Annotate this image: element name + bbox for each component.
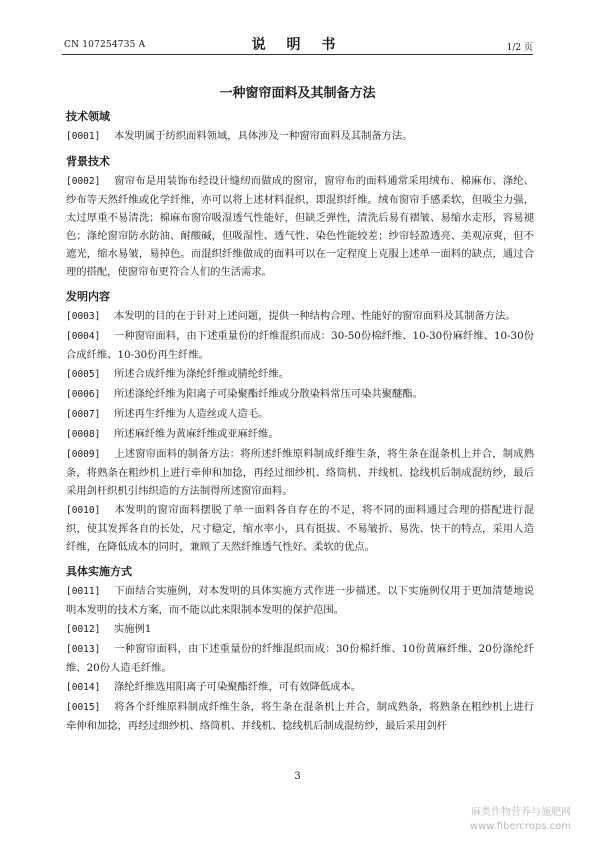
paragraph-number: [0014] <box>66 682 101 693</box>
paragraph-text: 下面结合实施例，对本发明的具体实施方式作进一步描述。以下实施例仅用于更加清楚地说明本发明的技术方案，而不能以此来限制本发明的保护范围。 <box>66 585 534 616</box>
paragraph-number: [0009] <box>66 449 101 460</box>
section-heading-tech-field: 技术领域 <box>66 110 110 123</box>
paragraph <box>66 425 534 444</box>
paragraph-number: [0006] <box>66 389 101 400</box>
document-body <box>66 108 534 736</box>
paragraph-text: 所述再生纤维为人造丝或人造毛。 <box>114 408 269 420</box>
paragraph <box>66 698 534 735</box>
document-type: 说 明 书 <box>251 37 344 53</box>
patent-number: CN 107254735 A <box>64 40 146 50</box>
paragraph-text: 本发明的目的在于针对上述问题，提供一种结构合理、性能好的窗帘面料及其制备方法。 <box>114 310 516 322</box>
paragraph <box>66 307 534 326</box>
paragraph <box>66 620 534 639</box>
paragraph <box>66 678 534 697</box>
paragraph-text: 窗帘布是用装饰布经设计缝纫而做成的窗帘，窗帘布的面料通常采用绒布、棉麻布、涤纶、纱布等天然纤维或化学纤维，亦可以将上述材料混织，即混织纤维。绒布窗帘手感柔软，但吸尘力强，太过厚重不易清洗；棉麻布窗帘吸湿透气性能好，但缺乏弹性，清洗后易有褶皱、易缩水走形，容易褪色；涤纶窗帘防水防油、耐酸碱，但吸湿性、透气性、染色性能较差；纱帘轻盈透亮、美观凉爽，但不遮光，缩水易皱，易掉色。而混织纤维做成的面料可以在一定程度上克服上述单一面料的缺点，通过合理的搭配，使窗帘布更符合人们的生活需求。 <box>66 175 534 278</box>
paragraph-text: 所述麻纤维为黄麻纤维或亚麻纤维。 <box>114 428 279 440</box>
paragraph-text: 一种窗帘面料，由下述重量份的纤维混织而成：30-50份棉纤维、10-30份麻纤维、10-30份合成纤维、10-30份再生纤维。 <box>66 330 534 361</box>
page-number: 3 <box>294 771 301 782</box>
paragraph-number: [0012] <box>66 624 101 635</box>
paragraph-text: 一种窗帘面料，由下述重量份的纤维混织而成：30份棉纤维、10份黄麻纤维、20份涤纶纤维、20份人造毛纤维。 <box>66 643 534 674</box>
paragraph <box>66 385 534 404</box>
paragraph-number: [0005] <box>66 369 101 380</box>
paragraph-number: [0008] <box>66 429 101 440</box>
watermark-url: www.fibercrops.com <box>469 821 571 832</box>
paragraph-text: 本发明属于纺织面料领域，具体涉及一种窗帘面料及其制备方法。 <box>114 130 413 142</box>
paragraph <box>66 327 534 364</box>
paragraph-number: [0003] <box>66 311 101 322</box>
paragraph-text: 所述合成纤维为涤纶纤维或腈纶纤维。 <box>114 368 290 380</box>
page-header <box>0 0 595 60</box>
paragraph-text: 将各个纤维原料制成纤维生条，将生条在混条机上并合，制成熟条，将熟条在粗纱机上进行牵伸和加捻，再经过细纱机、络筒机、并线机、捻线机后制成混纺纱，最后采用剑杆 <box>66 701 534 732</box>
paragraph <box>66 582 534 619</box>
section-heading-invention: 发明内容 <box>66 290 110 303</box>
paragraph-text: 上述窗帘面料的制备方法：将所述纤维原料制成纤维生条，将生条在混条机上并合，制成熟条，将熟条在粗纱机上进行牵伸和加捻，再经过细纱机、络筒机、并线机、捻线机后制成混纺纱，最后采用剑杆织机引纬织造的方法制得所述窗帘面料。 <box>66 448 534 497</box>
paragraph <box>66 445 534 500</box>
paragraph <box>66 501 534 556</box>
paragraph-number: [0011] <box>66 586 101 597</box>
paragraph-number: [0004] <box>66 331 101 342</box>
page-ratio: 1/2 页 <box>506 43 533 53</box>
section-heading-embodiment: 具体实施方式 <box>66 565 132 578</box>
paragraph-text: 实施例1 <box>114 623 152 635</box>
paragraph-text: 所述涤纶纤维为阳离子可染聚酯纤维或分散染料常压可染共聚醚酯。 <box>114 388 423 400</box>
paragraph-number: [0002] <box>66 176 101 187</box>
paragraph <box>66 365 534 384</box>
paragraph <box>66 405 534 424</box>
paragraph <box>66 127 534 146</box>
header-rule <box>62 54 533 55</box>
watermark <box>470 806 571 834</box>
paragraph-number: [0007] <box>66 409 101 420</box>
paragraph-number: [0001] <box>66 131 101 142</box>
paragraph <box>66 640 534 677</box>
watermark-line: 麻类作物营养与施肥网 <box>471 807 571 818</box>
section-heading-background: 背景技术 <box>66 155 110 168</box>
paragraph-number: [0010] <box>66 505 101 516</box>
paragraph-number: [0015] <box>66 702 101 713</box>
paragraph-text: 涤纶纤维选用阳离子可染聚酯纤维，可有效降低成本。 <box>114 681 362 693</box>
paragraph <box>66 172 534 281</box>
document-title: 一种窗帘面料及其制备方法 <box>219 86 376 101</box>
paragraph-text: 本发明的窗帘面料摆脱了单一面料各自存在的不足，将不同的面料通过合理的搭配进行混织，使其发挥各自的长处，尺寸稳定，缩水率小，具有挺拔、不易皱折、易洗、快干的特点，采用人造纤维，在降低成本的同时，兼顾了天然纤维透气性好、柔软的优点。 <box>66 504 534 553</box>
paragraph-number: [0013] <box>66 644 101 655</box>
